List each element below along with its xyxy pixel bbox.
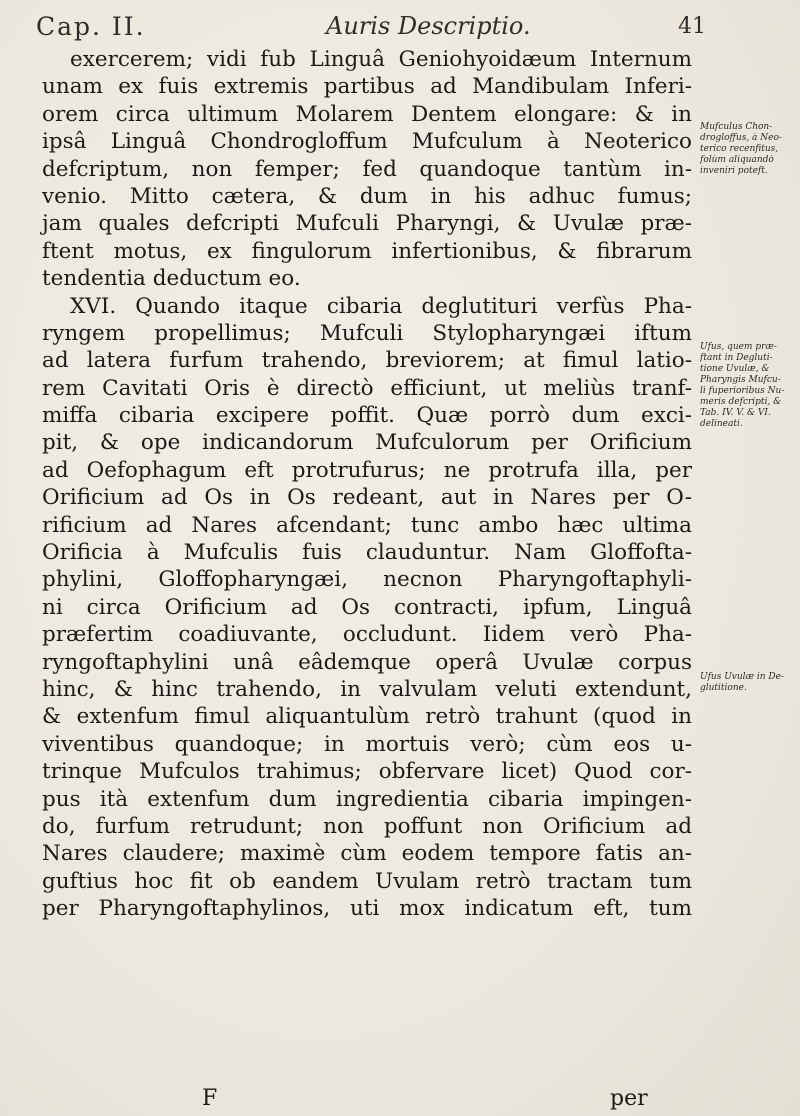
- margin-note-line: Ufus, quem præ-: [700, 342, 777, 352]
- chapter-label: Cap. II.: [36, 12, 146, 41]
- margin-note-line: ftant in Degluti-: [700, 353, 773, 363]
- text-line: miffa cibaria excipere poffit. Quæ porrò dum exci-: [42, 403, 692, 429]
- text-line: ryngoftaphylini unâ eâdemque operâ Uvulæ corpus: [42, 649, 692, 675]
- text-line: pit, & ope indicandorum Mufculorum per Orificium: [42, 430, 692, 456]
- text-line: ad latera furfum trahendo, breviorem; at fimul latio-: [42, 348, 692, 374]
- text-line: ryngem propellimus; Mufculi Stylopharyngæi iftum: [42, 320, 692, 346]
- margin-note-usus-deglutitione: [700, 342, 796, 430]
- text-line: do, furfum retrudunt; non poffunt non Orificium ad: [42, 813, 692, 839]
- text-line: pus ità extenfum dum ingredientia cibaria impingen-: [42, 786, 692, 812]
- margin-note-line: Mufculus Chon-: [700, 122, 773, 132]
- margin-note-chondroglossus: [700, 122, 796, 177]
- margin-note-line: meris defcripti, &: [700, 397, 782, 407]
- margin-note-line: Tab. IV. V. & VI.: [700, 408, 771, 418]
- catchword: per: [610, 1086, 648, 1111]
- margin-note-line: Pharyngis Mufcu-: [700, 375, 781, 385]
- margin-note-line: folùm aliquandò: [700, 155, 774, 165]
- text-line: Nares claudere; maximè cùm eodem tempore fatis an-: [42, 841, 692, 867]
- margin-note-usus-uvulae: [700, 672, 796, 694]
- text-line: hinc, & hinc trahendo, in valvulam veluti extendunt,: [42, 676, 692, 702]
- text-line: orem circa ultimum Molarem Dentem elongare: & in: [42, 101, 692, 127]
- margin-note-line: terico recenfitus,: [700, 144, 779, 154]
- text-line: & extenfum fimul aliquantulùm retrò trahunt (quod in: [42, 704, 692, 730]
- text-line: viventibus quandoque; in mortuis verò; cùm eos u-: [42, 731, 692, 757]
- text-line: unam ex fuis extremis partibus ad Mandibulam Inferi-: [42, 74, 692, 100]
- text-line: defcriptum, non femper; fed quandoque tantùm in-: [42, 156, 692, 182]
- section-heading-line: XVI. Quando itaque cibaria deglutituri verfùs Pha-: [70, 293, 692, 319]
- text-line: venio. Mitto cætera, & dum in his adhuc fumus;: [42, 183, 692, 209]
- text-line: exercerem; vidi fub Linguâ Geniohyoidæum Internum: [70, 47, 692, 72]
- signature-mark: F: [202, 1086, 218, 1111]
- text-line: jam quales defcripti Mufculi Pharyngi, & Uvulæ præ-: [42, 211, 692, 237]
- page-footer: [42, 1086, 692, 1112]
- text-line: rem Cavitati Oris è directò efficiunt, ut meliùs tranf-: [42, 375, 692, 401]
- text-line: ftent motus, ex fingulorum infertionibus, & fibrarum: [42, 238, 692, 264]
- text-line: tendentia deductum eo.: [42, 266, 301, 292]
- text-line: Orificia à Mufculis fuis clauduntur. Nam Gloffofta-: [42, 540, 692, 566]
- text-line: guftius hoc fit ob eandem Uvulam retrò tractam tum: [42, 868, 692, 894]
- margin-note-line: tione Uvulæ, &: [700, 364, 770, 374]
- running-title: Auris Descriptio.: [326, 12, 531, 40]
- text-line: trinque Mufculos trahimus; obfervare licet) Quod cor-: [42, 759, 692, 785]
- margin-note-line: li fuperioribus Nu-: [700, 386, 785, 396]
- page-number: 41: [678, 14, 706, 39]
- margin-note-line: drogloffus, à Neo-: [700, 133, 782, 143]
- margin-note-line: Ufus Uvulæ in De-: [700, 672, 784, 682]
- margin-note-line: inveniri poteft.: [700, 166, 768, 176]
- text-line: phylini, Gloffopharyngæi, necnon Pharyngoftaphyli-: [42, 567, 692, 593]
- text-line: ipsâ Linguâ Chondrogloffum Mufculum à Neoterico: [42, 129, 692, 155]
- text-line: per Pharyngoftaphylinos, uti mox indicatum eft, tum: [42, 896, 692, 922]
- text-line: rificium ad Nares afcendant; tunc ambo hæc ultima: [42, 512, 692, 538]
- margin-note-line: delineati.: [700, 419, 743, 429]
- text-line: ni circa Orificium ad Os contracti, ipfum, Linguâ: [42, 594, 692, 620]
- main-text-block: [42, 46, 692, 923]
- margin-note-line: glutitione.: [700, 683, 747, 693]
- text-line: Orificium ad Os in Os redeant, aut in Nares per O-: [42, 485, 692, 511]
- text-line: ad Oefophagum eft protrufurus; ne protrufa illa, per: [42, 457, 692, 483]
- text-line: præfertim coadiuvante, occludunt. Iidem verò Pha-: [42, 622, 692, 648]
